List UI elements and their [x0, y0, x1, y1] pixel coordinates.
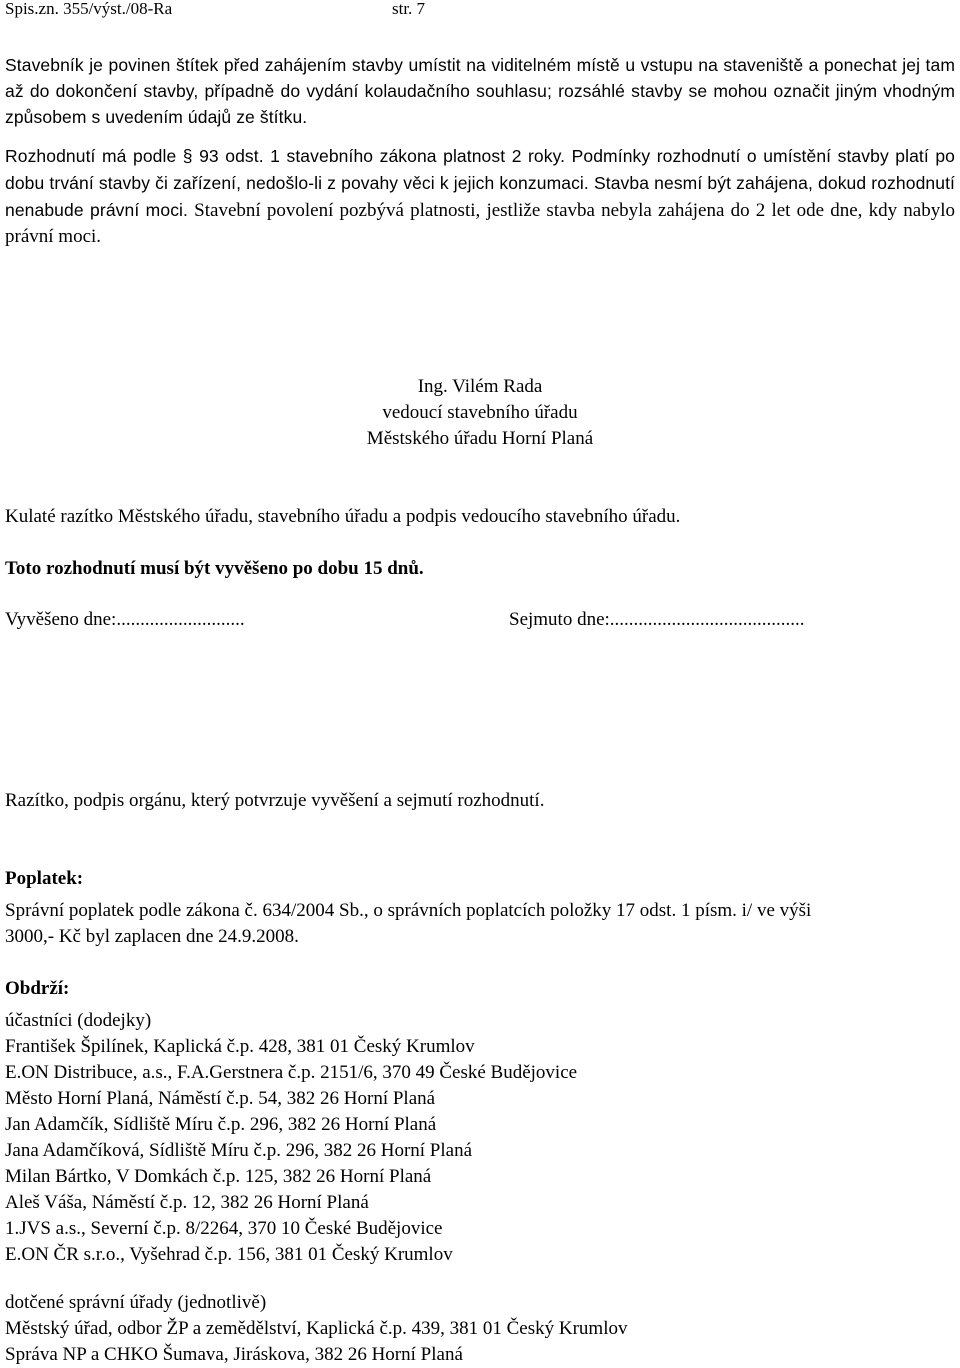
- page-number: str. 7: [392, 0, 426, 18]
- signature-office: Městského úřadu Horní Planá: [366, 428, 594, 449]
- validity-paragraph: [5, 143, 955, 250]
- list-item: František Špilínek, Kaplická č.p. 428, 381 01 Český Krumlov: [5, 1036, 475, 1057]
- list-item: Městský úřad, odbor ŽP a zemědělství, Kaplická č.p. 439, 381 01 Český Krumlov: [5, 1318, 628, 1339]
- participants-label: účastníci (dodejky): [5, 1010, 152, 1031]
- authorities-list: [5, 1316, 955, 1368]
- confirmation-note: Razítko, podpis orgánu, který potvrzuje vyvěšení a sejmutí rozhodnutí.: [5, 790, 545, 811]
- fee-line-1: Správní poplatek podle zákona č. 634/2004 Sb., o správních poplatcích položky 17 odst. 1 písm. i/ ve výši: [5, 900, 812, 921]
- validity-text-1: Rozhodnutí má podle § 93 odst. 1 stavebního zákona platnost 2 roky.: [5, 146, 566, 166]
- list-item: E.ON Distribuce, a.s., F.A.Gerstnera č.p. 2151/6, 370 49 České Budějovice: [5, 1062, 578, 1083]
- validity-text-3: Stavební povolení pozbývá platnosti, jestliže stavba nebyla zahájena do 2 let ode dne, kdy nabylo právní moci.: [5, 200, 955, 247]
- posting-notice: Toto rozhodnutí musí být vyvěšeno po dobu 15 dnů.: [5, 558, 424, 579]
- signature-role: vedoucí stavebního úřadu: [382, 402, 578, 423]
- fee-heading: Poplatek:: [5, 868, 84, 889]
- list-item: Město Horní Planá, Náměstí č.p. 54, 382 26 Horní Planá: [5, 1088, 436, 1109]
- recipients-heading: Obdrží:: [5, 978, 70, 999]
- list-item: Aleš Váša, Náměstí č.p. 12, 382 26 Horní Planá: [5, 1192, 369, 1213]
- list-item: Jan Adamčík, Sídliště Míru č.p. 296, 382 26 Horní Planá: [5, 1114, 437, 1135]
- fee-line-2: 3000,- Kč byl zaplacen dne 24.9.2008.: [5, 926, 299, 947]
- authorities-label: dotčené správní úřady (jednotlivě): [5, 1292, 267, 1313]
- participants-list: [5, 1034, 955, 1268]
- posted-date-field: Vyvěšeno dne:...........................: [5, 609, 245, 630]
- list-item: 1.JVS a.s., Severní č.p. 8/2264, 370 10 České Budějovice: [5, 1218, 443, 1239]
- label-info-paragraph: [5, 52, 955, 130]
- file-reference: Spis.zn. 355/výst./08-Ra: [5, 0, 173, 18]
- signature-name: Ing. Vilém Rada: [417, 376, 543, 397]
- list-item: E.ON ČR s.r.o., Vyšehrad č.p. 156, 381 01 Český Krumlov: [5, 1244, 453, 1265]
- label-placement-text: Stavebník je povinen štítek před zahájením stavby umístit na viditelném místě u vstupu na staveniště a ponechat jej tam až do dokončení stavby, případně do vydání kolaudačního souhlasu; rozsáhlé stavby se mohou označit jiným vhodným způsobem s uvedením údajů ze štítku.: [5, 55, 955, 127]
- stamp-note: Kulaté razítko Městského úřadu, stavebního úřadu a podpis vedoucího stavebního úřadu.: [5, 506, 681, 527]
- removed-date-field: Sejmuto dne:.........................................: [509, 609, 805, 630]
- list-item: Správa NP a CHKO Šumava, Jiráskova, 382 26 Horní Planá: [5, 1344, 463, 1365]
- list-item: Jana Adamčíková, Sídliště Míru č.p. 296, 382 26 Horní Planá: [5, 1140, 473, 1161]
- list-item: Milan Bártko, V Domkách č.p. 125, 382 26 Horní Planá: [5, 1166, 432, 1187]
- validity-text-2: Podmínky rozhodnutí o umístění stavby platí po dobu trvání stavby či zařízení, nedošlo-li z povahy věci k jejich konzumaci. Stavba nesmí být zahájena, dokud rozhodnutí nenabude právní moci.: [5, 146, 955, 220]
